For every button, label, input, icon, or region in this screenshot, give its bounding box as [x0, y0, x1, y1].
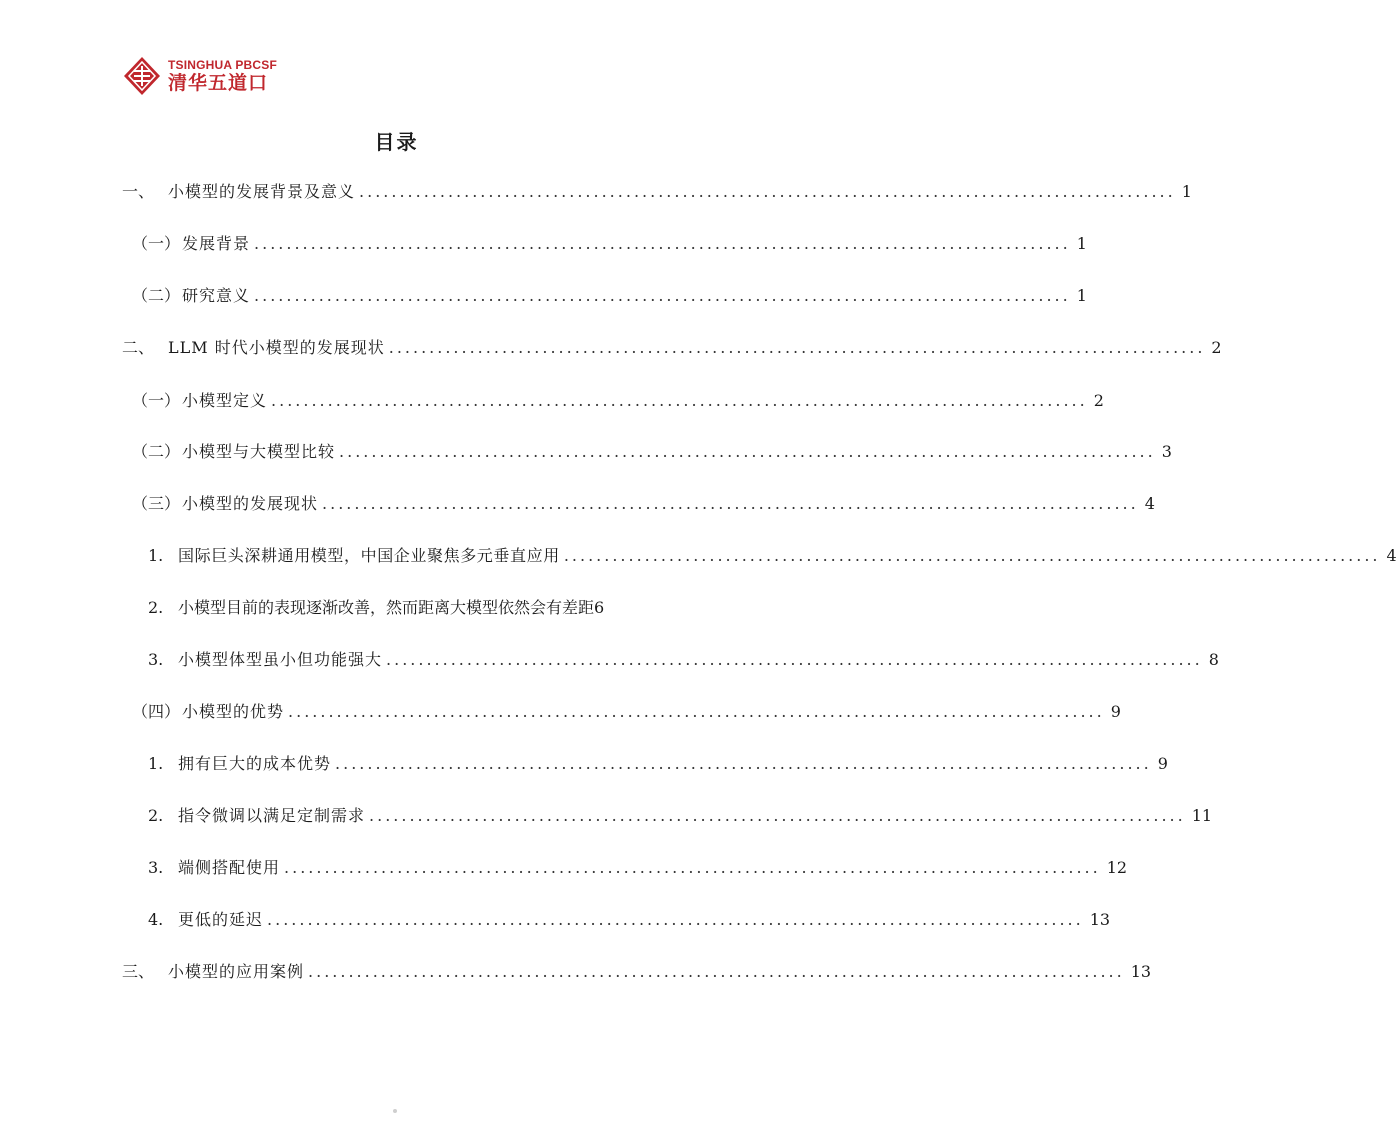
toc-leader-dots: ..................................................................................................... — [339, 442, 1156, 461]
logo-english-text: TSINGHUA PBCSF — [168, 57, 278, 72]
toc-entry[interactable] — [148, 909, 1111, 931]
toc-entry[interactable] — [132, 285, 1087, 307]
toc-entry-text: 小模型的应用案例 — [168, 962, 305, 981]
toc-entry[interactable] — [132, 701, 1121, 723]
toc-entry[interactable] — [148, 545, 1397, 567]
toc-leader-dots: ..................................................................................................... — [322, 494, 1139, 513]
toc-entry-number: 3. — [148, 650, 164, 669]
toc-leader-dots: ..................................................................................................... — [308, 962, 1125, 981]
toc-entry[interactable] — [148, 857, 1128, 879]
toc-entry-number: （二） — [132, 442, 181, 461]
toc-entry-text: 小模型的优势 — [182, 702, 285, 721]
logo-chinese-text: 清华五道口 — [168, 71, 269, 94]
toc-entry-number: （三） — [132, 494, 181, 513]
toc-entry-page: 9 — [1110, 702, 1121, 721]
header-logo — [122, 56, 277, 96]
toc-entry-text: 指令微调以满足定制需求 — [178, 806, 366, 825]
toc-entry-text: 研究意义 — [182, 286, 251, 305]
toc-entry[interactable] — [122, 961, 1152, 983]
toc-entry[interactable] — [148, 649, 1219, 671]
toc-entry-number: 1. — [148, 546, 164, 565]
toc-entry[interactable] — [122, 181, 1192, 203]
toc-entry-number: （四） — [132, 702, 181, 721]
toc-leader-dots: ..................................................................................................... — [386, 650, 1203, 669]
toc-entry-text: 小模型的发展背景及意义 — [168, 182, 356, 201]
toc-entry-page: 1 — [1181, 182, 1192, 201]
toc-entry[interactable] — [148, 753, 1168, 775]
page-title: 目录 — [374, 130, 419, 154]
toc-entry-text: 小模型体型虽小但功能强大 — [178, 650, 383, 669]
toc-entry-number: （二） — [132, 286, 181, 305]
toc-entry-text: 更低的延迟 — [178, 910, 264, 929]
toc-leader-dots: ..................................................................................................... — [369, 806, 1186, 825]
toc-entry-page: 4 — [1386, 546, 1397, 565]
toc-leader-dots: ..................................................................................................... — [288, 702, 1105, 721]
toc-entry-text: 拥有巨大的成本优势 — [178, 754, 332, 773]
toc-entry[interactable] — [132, 390, 1104, 412]
toc-entry[interactable] — [132, 493, 1155, 515]
toc-entry-text: 小模型的发展现状 — [182, 494, 319, 513]
toc-entry[interactable] — [122, 337, 1222, 359]
toc-entry-page: 9 — [1157, 754, 1168, 773]
toc-entry-page: 12 — [1106, 858, 1128, 877]
toc-entry-text: 小模型目前的表现逐渐改善，然而距离大模型依然会有差距 — [178, 598, 595, 617]
pbcsf-emblem-icon — [122, 56, 162, 96]
toc-entry-page: 11 — [1191, 806, 1213, 825]
toc-entry-text: 小模型与大模型比较 — [182, 442, 336, 461]
toc-entry-number: 2. — [148, 806, 164, 825]
toc-entry[interactable] — [148, 805, 1213, 827]
toc-leader-dots: ..................................................................................................... — [271, 391, 1088, 410]
toc-entry[interactable] — [132, 441, 1172, 463]
toc-entry-page: 2 — [1093, 391, 1104, 410]
toc-entry-page: 13 — [1130, 962, 1152, 981]
toc-entry-number: 三、 — [122, 962, 155, 981]
toc-entry-number: 二、 — [122, 338, 155, 357]
toc-leader-dots: ..................................................................................................... — [267, 910, 1084, 929]
toc-entry-number: 一、 — [122, 182, 155, 201]
toc-leader-dots: ..................................................................................................... — [284, 858, 1101, 877]
toc-entry-page: 8 — [1208, 650, 1219, 669]
toc-entry[interactable] — [148, 597, 672, 619]
toc-entry-text: 发展背景 — [182, 234, 251, 253]
toc-leader-dots: ..................................................................................................... — [254, 286, 1071, 305]
toc-entry-page: 1 — [1076, 286, 1087, 305]
toc-leader-dots: ..................................................................................................... — [359, 182, 1176, 201]
toc-leader-dots: ..................................................................................................... — [335, 754, 1152, 773]
toc-entry-text: 小模型定义 — [182, 391, 268, 410]
footer-marker — [393, 1109, 397, 1113]
toc-entry[interactable] — [132, 233, 1087, 255]
toc-entry-page: 4 — [1144, 494, 1155, 513]
toc-entry-text: LLM 时代小模型的发展现状 — [168, 338, 385, 357]
toc-entry-number: 4. — [148, 910, 164, 929]
toc-entry-number: 3. — [148, 858, 164, 877]
toc-entry-number: 1. — [148, 754, 164, 773]
toc-entry-page: 6 — [594, 598, 605, 617]
toc-entry-text: 国际巨头深耕通用模型，中国企业聚焦多元垂直应用 — [178, 546, 560, 565]
toc-leader-dots: ..................................................................................................... — [563, 546, 1381, 565]
toc-entry-number: （一） — [132, 391, 181, 410]
toc-entry-page: 2 — [1211, 338, 1222, 357]
toc-entry-number: 2. — [148, 598, 164, 617]
toc-leader-dots: ..................................................................................................... — [254, 234, 1071, 253]
toc-leader-dots: ..................................................................................................... — [388, 338, 1206, 357]
toc-entry-number: （一） — [132, 234, 181, 253]
toc-entry-page: 13 — [1089, 910, 1111, 929]
toc-entry-text: 端侧搭配使用 — [178, 858, 281, 877]
toc-entry-page: 1 — [1076, 234, 1087, 253]
toc-entry-page: 3 — [1161, 442, 1172, 461]
